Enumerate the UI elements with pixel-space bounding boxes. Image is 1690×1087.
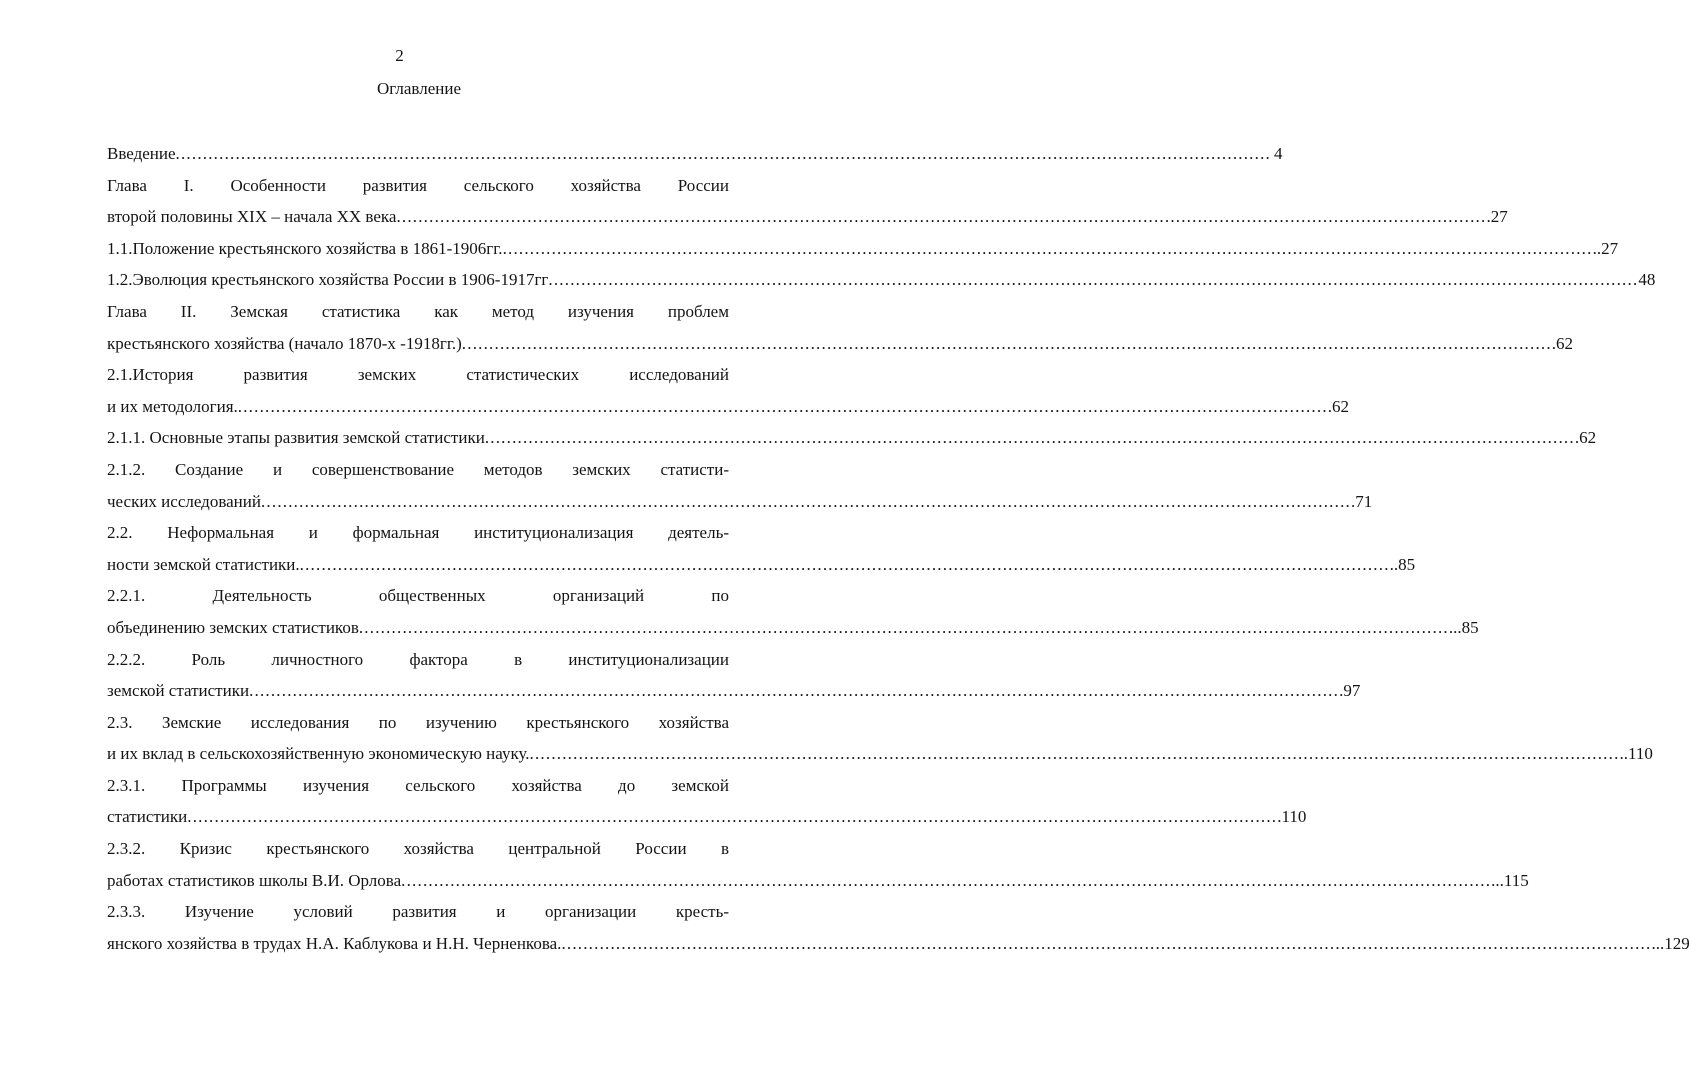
toc-entry-page: .62 [1551,333,1574,353]
dot-leader: ........................................................................................................................................................................................................ [175,144,1266,163]
dot-leader: ........................................................................................................................................................................................................ [358,617,1449,637]
toc-line [107,679,1361,711]
toc-line [107,742,1653,774]
toc-entry-page: .110 [1277,807,1307,827]
toc-line: 2.3.2. Кризис крестьянского хозяйства центральной России в [107,839,729,859]
dot-leader: ........................................................................................................................................................................................................ [187,807,1278,827]
toc-entry-page: 48 [1638,270,1656,290]
dot-leader: ........................................................................................................................................................................................................ [461,333,1552,353]
toc-line [107,553,1416,585]
toc-entry-title: 2.1.1. Основные этапы развития земской статистики [107,428,485,448]
toc-entry-title: и их методология. [107,396,238,416]
toc-line [107,932,1690,964]
dot-leader: ........................................................................................................................................................................................................ [249,681,1340,701]
dot-leader: ........................................................................................................................................................................................................ [260,491,1351,511]
toc-line: 2.2. Неформальная и формальная институционализация деятель- [107,523,729,543]
toc-entry-title: объединению земских статистиков [107,617,359,637]
toc-line [107,869,1529,901]
toc-line: Глава I. Особенности развития сельского хозяйства России [107,175,729,195]
toc-line [107,805,1307,837]
toc-entry-page: .71 [1350,491,1373,511]
toc-entry-title: статистики [107,807,188,827]
dot-leader: ........................................................................................................................................................................................................ [401,870,1492,890]
toc-entry-page: ..110 [1619,744,1653,764]
toc-entry-page: .27 [1486,207,1508,227]
toc-entry-page: .97 [1339,681,1361,701]
toc-line: 2.2.2. Роль личностного фактора в институционализации [107,649,729,669]
toc-entry-page: ...85 [1448,617,1479,637]
toc-line: 2.1.2. Создание и совершенствование методов земских статисти- [107,459,729,479]
toc-entry-page: ..85 [1389,554,1416,574]
dot-leader: ........................................................................................................................................................................................................ [529,744,1620,764]
toc-line: 2.2.1. Деятельность общественных организаций по [107,586,729,606]
toc-entry-page: . 4 [1265,144,1283,163]
toc-entry-title: и их вклад в сельскохозяйственную экономическую науку. [107,744,530,764]
toc-entry-title: ческих исследований [107,491,261,511]
toc-entry-page: .62 [1327,396,1350,416]
dot-leader: ........................................................................................................................................................................................................ [299,554,1390,574]
dot-leader: ........................................................................................................................................................................................................ [502,238,1593,258]
toc-line [107,395,1350,427]
toc-entry-title: Введение [107,144,176,163]
toc-heading: Оглавление [377,79,461,98]
toc-entry-title: янского хозяйства в трудах Н.А. Каблукова и Н.Н. Черненкова. [107,933,562,953]
toc-entry-page: .62 [1574,428,1597,448]
toc-entry-title: 1.2.Эволюция крестьянского хозяйства России в 1906-1917гг [107,270,549,290]
toc-line: 2.3.3. Изучение условий развития и организации кресть- [107,902,729,922]
page-number: 2 [395,46,404,65]
toc-line [107,205,1508,237]
toc-entry-page: ...115 [1491,870,1529,890]
toc-line: 2.3. Земские исследования по изучению крестьянского хозяйства [107,712,729,732]
toc-line: Глава II. Земская статистика как метод изучения проблем [107,301,729,321]
dot-leader: ........................................................................................................................................................................................................ [548,270,1639,290]
toc-entry-page: ...129 [1651,933,1690,953]
toc-line [107,426,1597,458]
dot-leader: ........................................................................................................................................................................................................ [237,396,1328,416]
toc-entry-title: 1.1.Положение крестьянского хозяйства в 1861-1906гг. [107,238,503,258]
toc-entry-title: ности земской статистики. [107,554,300,574]
toc-line [107,490,1373,522]
toc-entry-page: ..27 [1592,238,1619,258]
dot-leader: ........................................................................................................................................................................................................ [396,207,1487,227]
toc-line [107,332,1574,364]
dot-leader: ........................................................................................................................................................................................................ [561,933,1652,953]
toc-entry-title: второй половины XIX – начала XX века [107,207,397,227]
toc-line: 2.3.1. Программы изучения сельского хозяйства до земской [107,775,729,795]
toc-line [107,237,1619,269]
toc-entry-title: земской статистики [107,681,250,701]
toc-line [107,268,1656,300]
toc-line [107,142,1283,174]
dot-leader: ........................................................................................................................................................................................................ [484,428,1575,448]
toc-entry-title: работах статистиков школы В.И. Орлова [107,870,402,890]
toc-line: 2.1.История развития земских статистических исследований [107,365,729,385]
toc-entry-title: крестьянского хозяйства (начало 1870-х -1918гг.) [107,333,462,353]
toc-line [107,616,1479,648]
table-of-contents [107,142,1690,963]
